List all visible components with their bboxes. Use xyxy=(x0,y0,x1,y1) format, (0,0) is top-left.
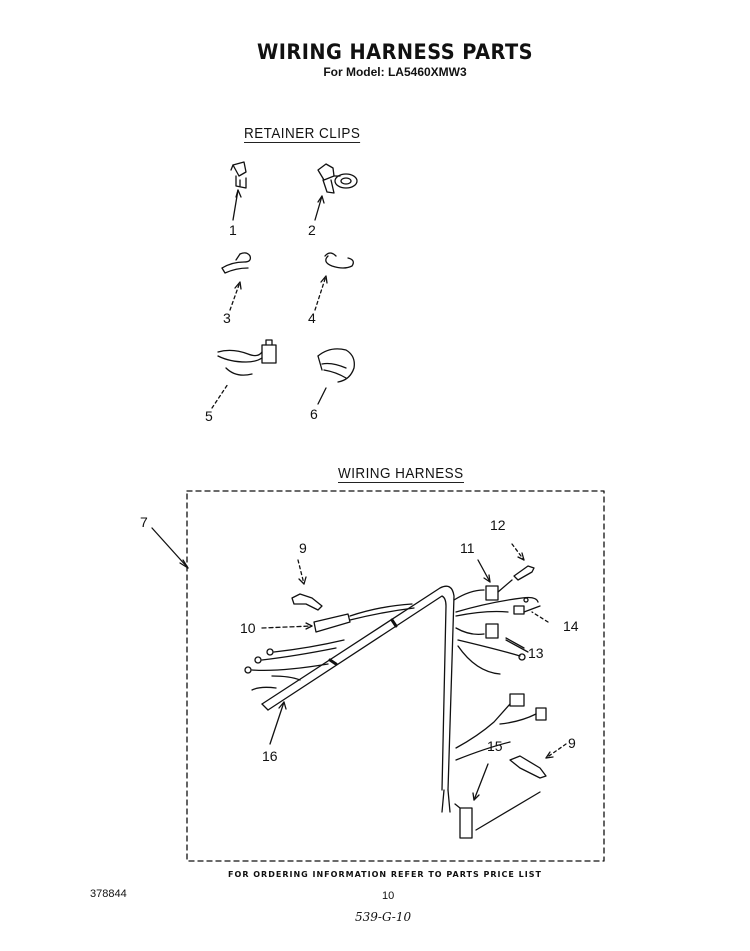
connector-10 xyxy=(314,604,414,632)
handwritten-note: 539-G-10 xyxy=(355,910,412,924)
main-harness xyxy=(262,586,472,838)
callout-13: 13 xyxy=(528,645,544,661)
callout-1: 1 xyxy=(229,222,237,238)
ordering-note: FOR ORDERING INFORMATION REFER TO PARTS PRICE LIST xyxy=(228,870,542,879)
callout-11: 11 xyxy=(460,540,475,556)
callout-10: 10 xyxy=(240,620,256,636)
callout-2: 2 xyxy=(308,222,316,238)
retainer-clip-4 xyxy=(325,253,353,268)
callout-3: 3 xyxy=(223,310,231,326)
document-number: 378844 xyxy=(90,888,127,900)
harness-box xyxy=(187,491,604,861)
retainer-clip-3 xyxy=(222,253,250,273)
retainer-clips-heading: RETAINER CLIPS xyxy=(244,125,361,142)
callout-15: 15 xyxy=(487,738,503,754)
terminal-9-right xyxy=(510,744,566,778)
page-title: WIRING HARNESS PARTS xyxy=(256,40,533,64)
terminal-9-left xyxy=(292,560,322,610)
page-number: 10 xyxy=(382,890,395,902)
callout-9-right: 9 xyxy=(568,735,576,751)
connector-11 xyxy=(454,560,512,600)
callout-6: 6 xyxy=(310,406,318,422)
retainer-clip-6 xyxy=(318,349,354,382)
callout-16: 16 xyxy=(262,748,278,764)
model-subtitle: For Model: LA5460XMW3 xyxy=(323,65,467,79)
retainer-clip-2 xyxy=(318,164,357,193)
callout-7: 7 xyxy=(140,514,148,530)
retainer-clip-1 xyxy=(231,162,246,188)
terminal-12 xyxy=(512,544,534,580)
connector-14 xyxy=(456,598,548,623)
callout-5: 5 xyxy=(205,408,213,424)
connector-13 xyxy=(456,624,525,674)
callout-4: 4 xyxy=(308,310,316,326)
callout-14: 14 xyxy=(563,618,579,634)
callout-9-left: 9 xyxy=(299,540,307,556)
retainer-clip-5 xyxy=(218,340,276,375)
wiring-harness-heading: WIRING HARNESS xyxy=(338,465,464,482)
callout-12: 12 xyxy=(490,517,506,533)
